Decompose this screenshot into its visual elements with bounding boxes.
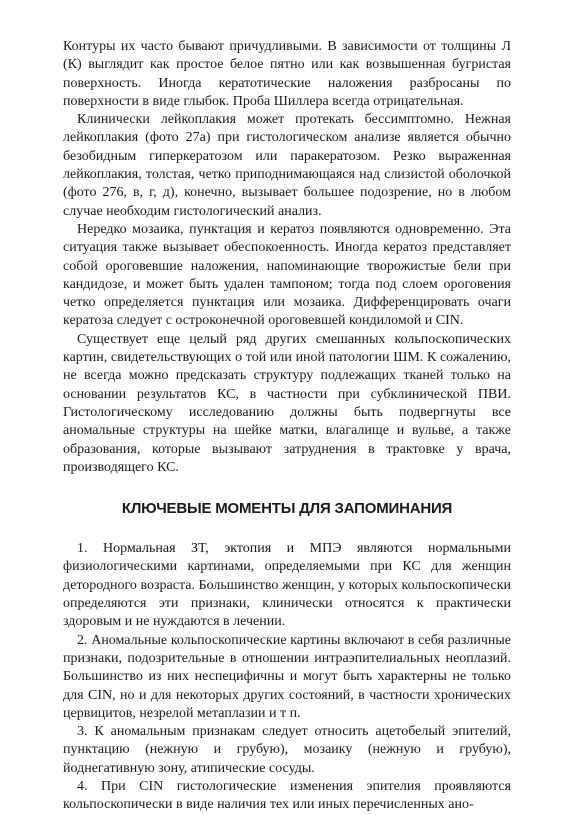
- section-heading: КЛЮЧЕВЫЕ МОМЕНТЫ ДЛЯ ЗАПОМИНАНИЯ: [121, 500, 453, 518]
- paragraph-leukoplakia: Клинически лейкоплакия может протекать бессимптомно. Нежная лейкоплакия (фото 27а) при гистологическом анализе является обычно безобидным гиперкератозом или паракератозом. Резко выраженная лейкоплакия, толстая, четко приподнимающаяся над слизистой оболочкой (фото 276, в, г, д), конечно, вызывает большее подозрение, но в любом случае необходим гистологический анализ.: [63, 112, 511, 219]
- key-points-list: [63, 540, 511, 814]
- paragraph-contours: Контуры их часто бывают причудливыми. В зависимости от толщины Л (К) выглядит как простое белое пятно или как возвышенная бугристая поверхность. Иногда кератотические наложения разбросаны по поверхности в виде глыбок. Проба Шиллера всегда отрицательная.: [63, 39, 511, 109]
- document-page: [63, 38, 511, 815]
- key-point-4: 4. При CIN гистологические изменения эпителия проявляются кольпоскопически в виде наличия тех или иных перечисленных ано-: [63, 778, 511, 813]
- paragraph-mosaic: Нередко мозаика, пунктация и кератоз появляются одновременно. Эта ситуация также вызывает обеспокоенность. Иногда кератоз представляет собой ороговевшие наложения, напоминающие творожистые бели при кандидозе, и может быть удален тампоном; тогда под слоем ороговения четко определяется пунктация или мозаика. Дифференцировать очаги кератоза следует с остроконечной ороговевшей кондиломой и CIN.: [63, 221, 511, 329]
- paragraph-mixed-patterns: Существует еще целый ряд других смешанных кольпоскопических картин, свидетельствующих о той или иной патологии ШМ. К сожалению, не всегда можно предсказать структуру подлежащих тканей только на основании результатов КС, в частности при субклинической ПВИ. Гистологическому исследованию должны быть подвергнуты все аномальные структуры на шейке матки, влагалище и вульве, а также образования, которые вызывают затруднения в трактовке у врача, производящего КС.: [63, 331, 511, 475]
- key-point-1: 1. Нормальная ЗТ, эктопия и МПЭ являются нормальными физиологическими картинами, определяемыми при КС для женщин детородного возраста. Большинство женщин, у которых кольпоскопически определяются эти признаки, клинически относятся к практически здоровым и не нуждаются в лечении.: [63, 541, 511, 630]
- key-point-2: 2. Аномальные кольпоскопические картины включают в себя различные признаки, подозрительные в отношении интраэпителиальных неоплазий. Большинство из них неспецифичны и могут быть характерны не только для CIN, но и для некоторых других состояний, в частности хронических цервицитов, незрелой метаплазии и т п.: [63, 632, 511, 721]
- key-point-3: 3. К аномальным признакам следует относить ацетобелый эпителий, пунктацию (нежную и грубую), мозаику (нежную и грубую), йоднегативную зону, атипические сосуды.: [63, 724, 511, 776]
